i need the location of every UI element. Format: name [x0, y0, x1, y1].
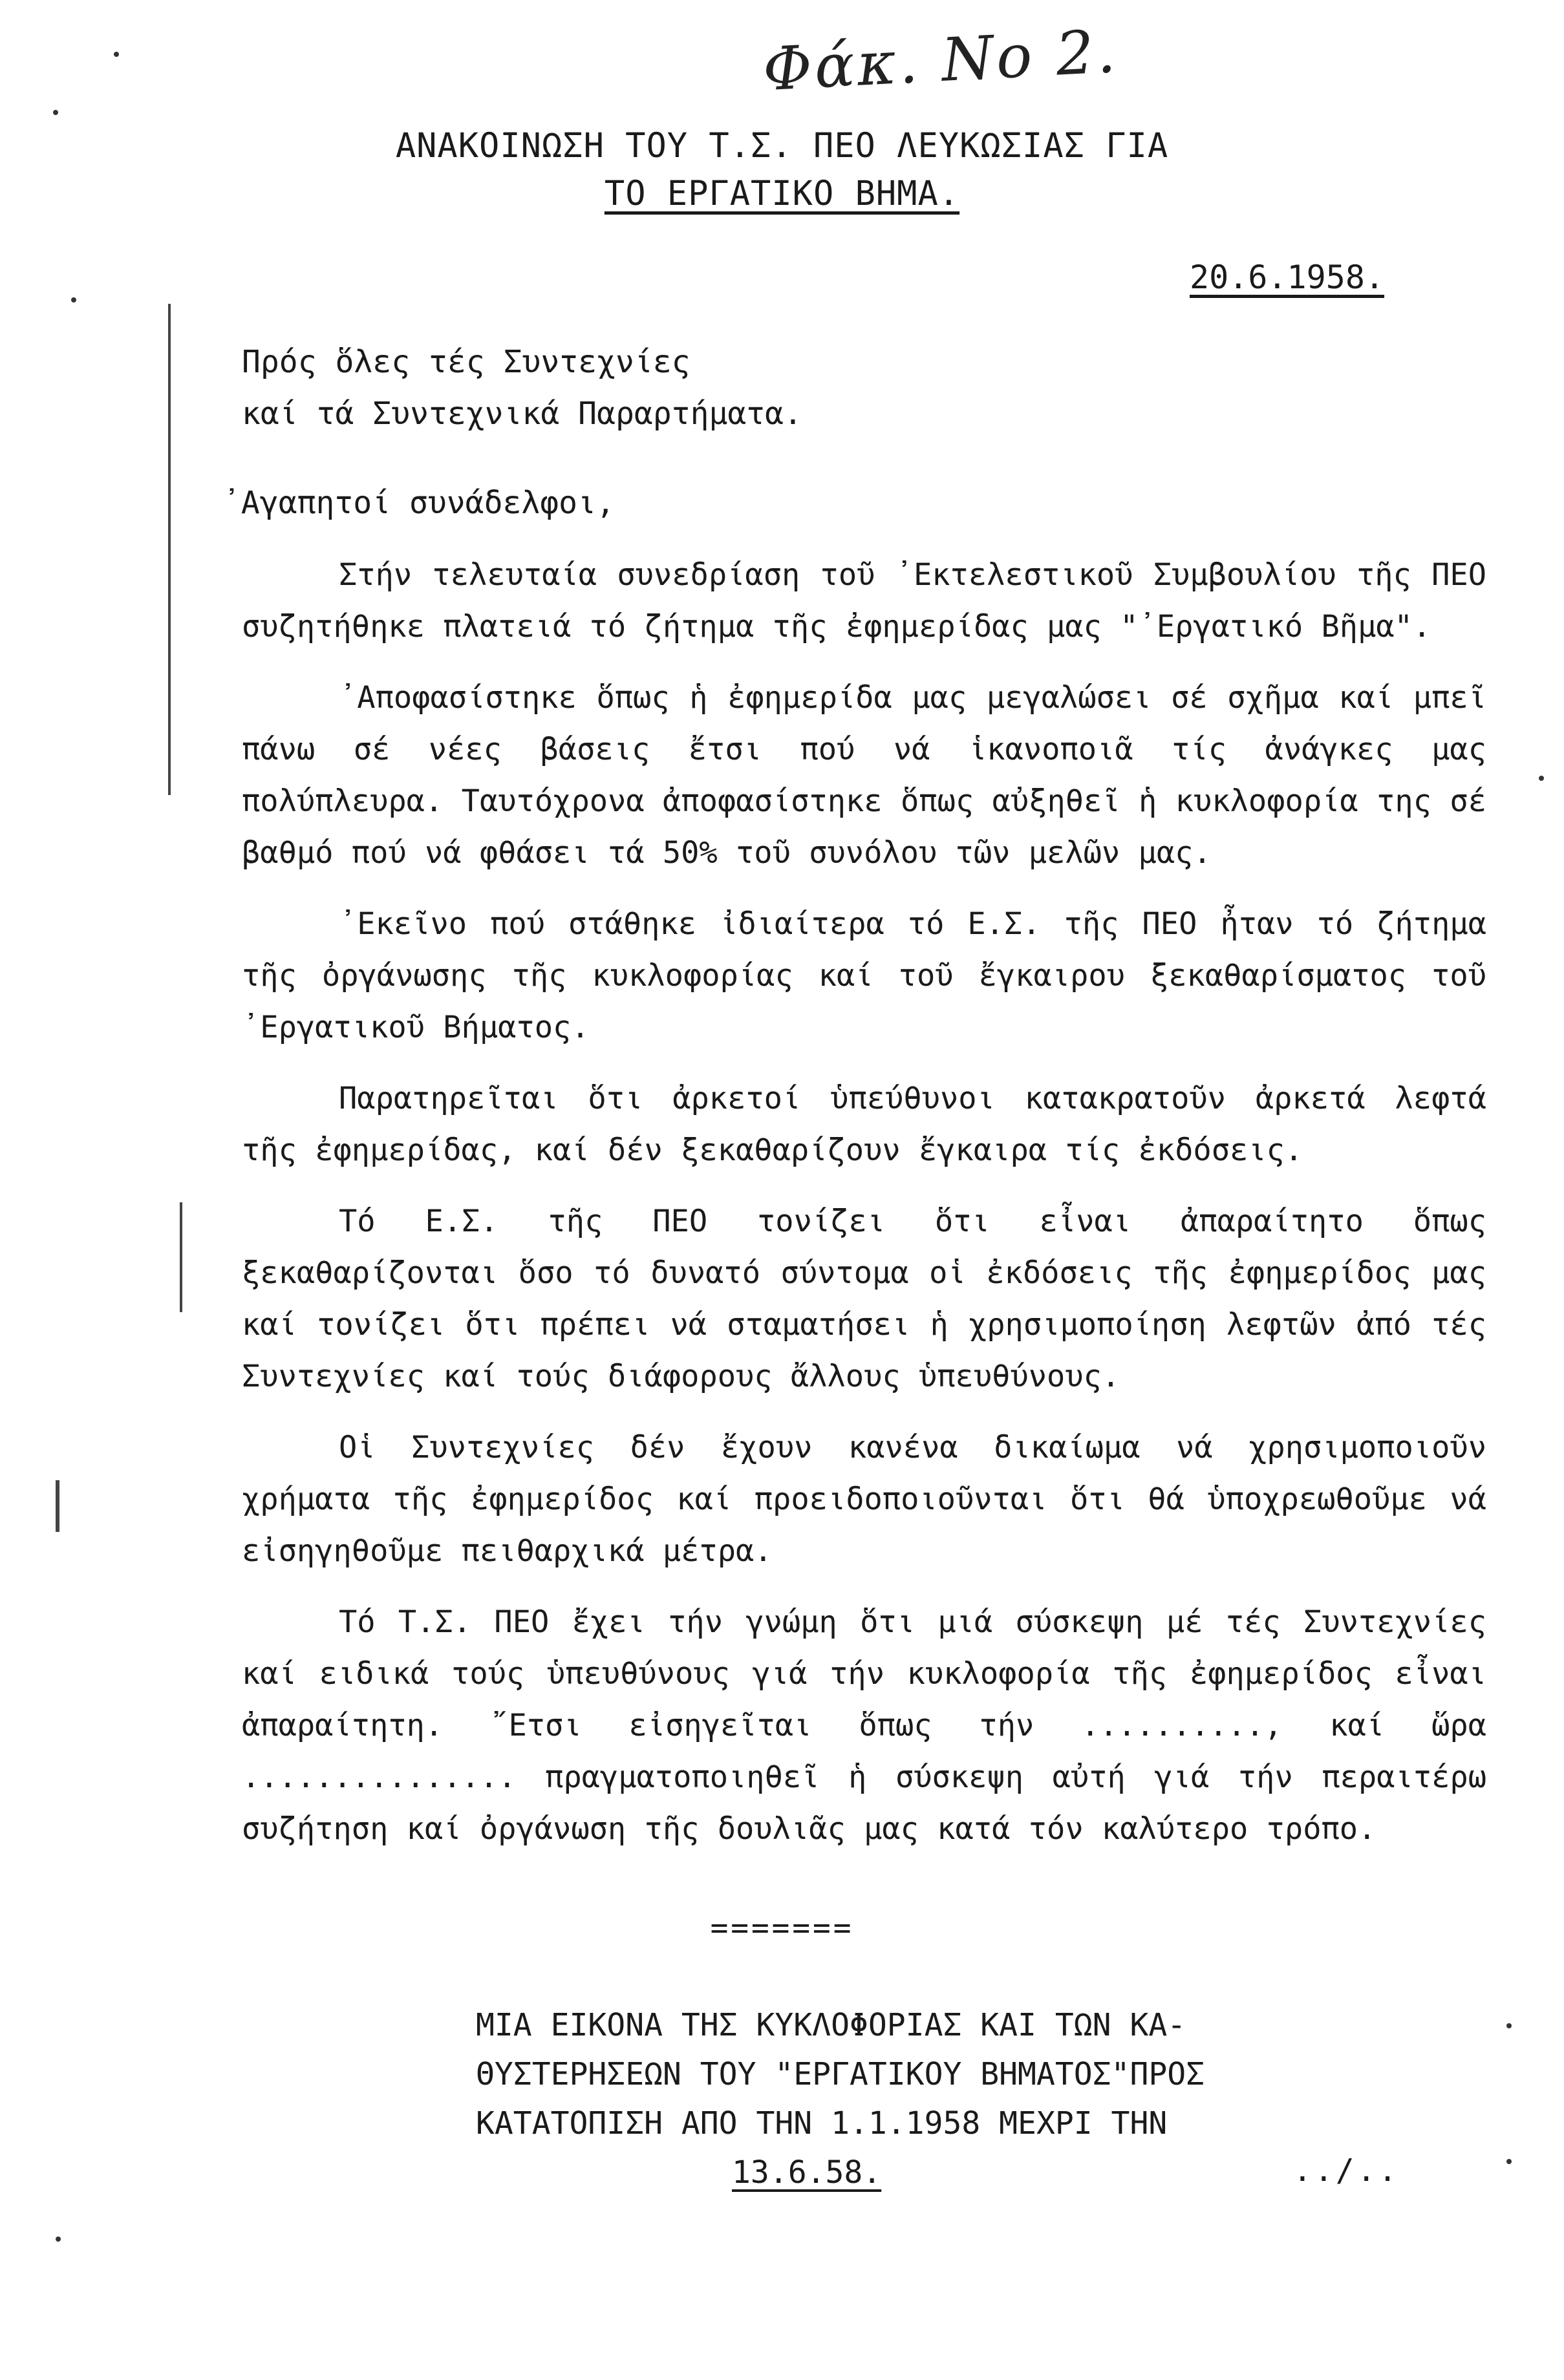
paragraph-1: Στήν τελευταία συνεδρίαση τοῦ ᾿Εκτελεστικοῦ Συμβουλίου τῆς ΠΕΟ συζητήθηκε πλατειά τό ζήτημα τῆς ἐφημερίδας μας "᾿Εργατικό Βῆμα". [242, 557, 1486, 644]
scan-speck [114, 52, 119, 57]
document-title-line-1: ΑΝΑΚΟΙΝΩΣΗ ΤΟΥ Τ.Σ. ΠΕΟ ΛΕΥΚΩΣΙΑΣ ΓΙΑ [395, 127, 1169, 165]
recipient-address [242, 336, 802, 440]
address-line-2: καί τά Συντεχνικά Παραρτήματα. [242, 396, 802, 432]
letter-body [242, 549, 1486, 1875]
summary-line-1: ΜΙΑ ΕΙΚΟΝΑ ΤΗΣ ΚΥΚΛΟΦΟΡΙΑΣ ΚΑΙ ΤΩΝ ΚΑ- [476, 2007, 1186, 2043]
scan-margin-line [56, 1480, 59, 1532]
scan-speck [56, 2237, 61, 2242]
section-divider: ======= [710, 1910, 854, 1945]
scan-speck [71, 297, 76, 303]
scan-speck [1506, 2159, 1512, 2164]
scan-margin-line [180, 1202, 182, 1312]
paragraph-6: Οἱ Συντεχνίες δέν ἔχουν κανένα δικαίωμα νά χρησιμοποιοῦν χρήματα τῆς ἐφημερίδος καί προειδοποιοῦνται ὅτι θά ὑποχρεωθοῦμε νά εἰσηγηθοῦμε πειθαρχικά μέτρα. [242, 1430, 1486, 1569]
paragraph-4: Παρατηρεῖται ὅτι ἀρκετοί ὑπεύθυνοι κατακρατοῦν ἀρκετά λεφτά τῆς ἐφημερίδας, καί δέν ξεκαθαρίζουν ἔγκαιρα τίς ἐκδόσεις. [242, 1081, 1486, 1168]
document-date: 20.6.1958. [1190, 259, 1385, 296]
summary-heading [476, 2001, 1205, 2197]
salutation: ᾿Αγαπητοί συνάδελφοι, [222, 485, 615, 521]
address-line-1: Πρός ὅλες τές Συντεχνίες [242, 344, 691, 380]
scan-speck [53, 110, 58, 115]
handwritten-file-note: Φάκ. Νο 2. [761, 16, 1120, 105]
summary-line-3: ΚΑΤΑΤΟΠΙΣΗ ΑΠΟ ΤΗΝ 1.1.1958 ΜΕΧΡΙ ΤΗΝ [476, 2105, 1168, 2141]
paragraph-5: Τό Ε.Σ. τῆς ΠΕΟ τονίζει ὅτι εἶναι ἀπαραίτητο ὅπως ξεκαθαρίζονται ὅσο τό δυνατό σύντομα οἱ ἐκδόσεις τῆς ἐφημερίδος μας καί τονίζει ὅτι πρέπει νά σταματήσει ἡ χρησιμοποίηση λεφτῶν ἀπό τές Συντεχνίες καί τούς διάφορους ἄλλους ὑπευθύνους. [242, 1204, 1486, 1394]
continuation-mark: ../.. [1293, 2152, 1400, 2189]
paragraph-3: ᾿Εκεῖνο πού στάθηκε ἰδιαίτερα τό Ε.Σ. τῆς ΠΕΟ ἦταν τό ζήτημα τῆς ὀργάνωσης τῆς κυκλοφορίας καί τοῦ ἔγκαιρου ξεκαθαρίσματος τοῦ ᾿Εργατικοῦ Βήματος. [242, 906, 1486, 1045]
scan-speck [1506, 2023, 1512, 2028]
summary-line-2: ΘΥΣΤΕΡΗΣΕΩΝ ΤΟΥ "ΕΡΓΑΤΙΚΟΥ ΒΗΜΑΤΟΣ"ΠΡΟΣ [476, 2056, 1205, 2092]
scan-margin-line [168, 304, 171, 795]
scan-speck [1539, 776, 1544, 781]
summary-line-4: 13.6.58. [732, 2154, 882, 2191]
document-title-line-2: ΤΟ ΕΡΓΑΤΙΚΟ ΒΗΜΑ. [604, 175, 960, 213]
paragraph-7: Τό Τ.Σ. ΠΕΟ ἔχει τήν γνώμη ὅτι μιά σύσκεψη μέ τές Συντεχνίες καί ειδικά τούς ὑπευθύνους γιά τήν κυκλοφορία τῆς ἐφημερίδος εἶναι ἀπαραίτητη. ῎Ετσι εἰσηγεῖται ὅπως τήν .........., καί ὥρα ............... πραγματοποιηθεῖ ἡ σύσκεψη αὐτή γιά τήν περαιτέρω συζήτηση καί ὀργάνωση τῆς δουλιᾶς μας κατά τόν καλύτερο τρόπο. [242, 1604, 1486, 1847]
paragraph-2: ᾿Αποφασίστηκε ὅπως ἡ ἐφημερίδα μας μεγαλώσει σέ σχῆμα καί μπεῖ πάνω σέ νέες βάσεις ἔτσι πού νά ἱκανοποιᾶ τίς ἀνάγκες μας πολύπλευρα. Ταυτόχρονα ἀποφασίστηκε ὅπως αὐξηθεῖ ἡ κυκλοφορία της σέ βαθμό πού νά φθάσει τά 50% τοῦ συνόλου τῶν μελῶν μας. [242, 680, 1486, 871]
